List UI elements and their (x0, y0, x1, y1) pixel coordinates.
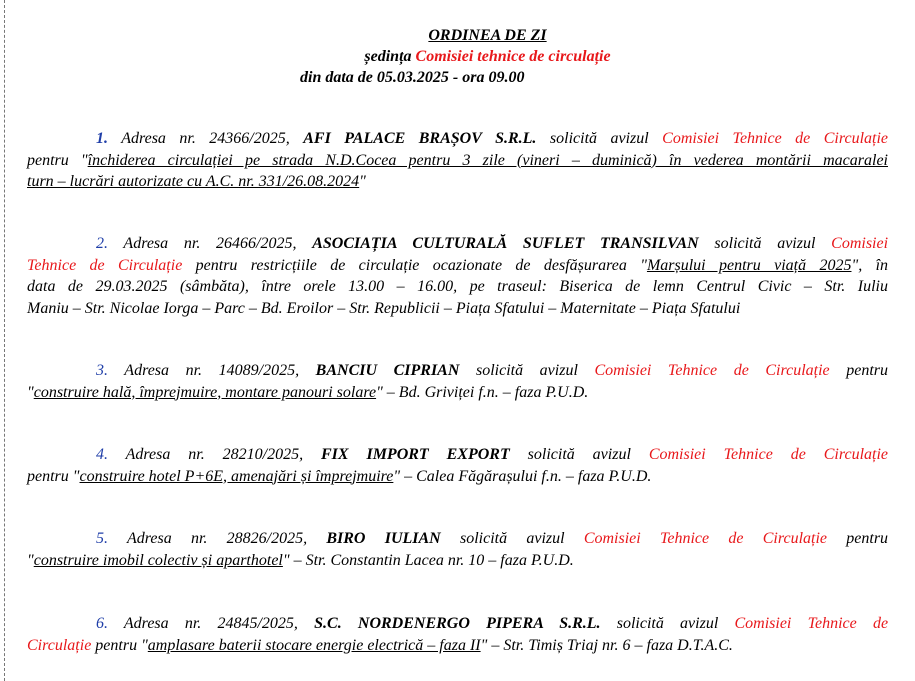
item-line (27, 528, 888, 550)
item-text: pentru (846, 530, 889, 547)
agenda-item-4 (27, 444, 888, 487)
item-line: data de 29.03.2025 (sâmbăta), între orele 13.00 – 16.00, pe traseul: Biserica de lemn Centrul Civic – Str. Iuliu (27, 278, 888, 295)
item-text: pentru " (27, 467, 80, 485)
item-line (27, 360, 888, 382)
page-title: ORDINEA DE ZI (428, 27, 547, 44)
item-address: Adresa nr. 24845/2025, (123, 615, 298, 632)
item-line (27, 550, 888, 572)
item-subject: construire hală, împrejmuire, montare panouri solare (33, 383, 377, 401)
item-entity: S.C. NORDENERGO PIPERA S.R.L. (314, 615, 601, 632)
agenda-item-1 (27, 128, 888, 193)
session-prefix: ședința (364, 48, 412, 65)
item-address: Adresa nr. 28826/2025, (126, 530, 308, 547)
item-line (27, 150, 888, 172)
agenda-item-2 (27, 233, 888, 319)
item-commission-cont: Circulație (27, 636, 92, 654)
item-entity: ASOCIAȚIA CULTURALĂ SUFLET TRANSILVAN (312, 235, 699, 252)
item-address: Adresa nr. 14089/2025, (124, 362, 300, 379)
item-address: Adresa nr. 26466/2025, (123, 235, 297, 252)
item-subject: construire hotel P+6E, amenajări și împrejmuire (79, 467, 394, 485)
margin-line (4, 0, 5, 681)
item-text: pentru " (91, 636, 148, 654)
item-number: 5. (96, 530, 108, 547)
item-line: Maniu – Str. Nicolae Iorga – Parc – Bd. Eroilor – Str. Republicii – Piața Sfatului – Maternitate – Piața Sfatului (27, 299, 741, 317)
item-line (27, 466, 888, 488)
item-text: pentru restricțiile de circulație ocazionate de desfășurarea " (182, 256, 647, 274)
date-line: din data de 05.03.2025 - ora 09.00 (300, 69, 525, 86)
item-subject-cont: turn – lucrări autorizate cu A.C. nr. 331/26.08.2024 (27, 173, 360, 190)
item-number: 2. (96, 235, 108, 252)
item-text: " – Calea Făgărașului f.n. – faza P.U.D. (393, 467, 652, 485)
item-line (27, 233, 888, 255)
item-line (27, 382, 888, 404)
session-name: Comisiei tehnice de circulație (415, 48, 611, 65)
item-request: solicită avizul (714, 235, 816, 252)
item-commission: Comisiei Tehnice de Circulație (662, 130, 889, 147)
item-request: solicită avizul (459, 530, 565, 547)
agenda-item-3 (27, 360, 888, 403)
item-entity: BIRO IULIAN (326, 530, 441, 547)
item-entity: BANCIU CIPRIAN (315, 362, 460, 379)
item-request: solicită avizul (527, 446, 631, 463)
item-text: pentru (846, 362, 889, 379)
item-number: 3. (96, 362, 108, 379)
item-text: pentru " (27, 151, 88, 169)
item-commission: Comisiei Tehnice de (734, 615, 889, 632)
item-text: ", în (851, 256, 889, 274)
session-line (0, 48, 915, 66)
item-subject: închiderea circulației pe strada N.D.Cocea pentru 3 zile (vineri – duminică) în vederea montării macaralei (87, 151, 888, 169)
item-entity: AFI PALACE BRAȘOV S.R.L. (303, 130, 537, 147)
item-commission: Comisiei Tehnice de Circulație (648, 446, 889, 463)
item-line (27, 255, 888, 277)
item-number: 4. (96, 446, 108, 463)
item-commission: Comisiei Tehnice de Circulație (594, 362, 830, 379)
item-commission: Comisiei (831, 235, 889, 252)
agenda-item-6 (27, 613, 888, 656)
item-line (27, 635, 888, 657)
item-subject: Marșului pentru viață 2025 (646, 256, 852, 274)
item-request: solicită avizul (549, 130, 649, 147)
item-number: 1. (96, 130, 108, 147)
item-commission-cont: Tehnice de Circulație (27, 256, 183, 274)
item-text: " – Bd. Griviței f.n. – faza P.U.D. (376, 383, 589, 401)
item-address: Adresa nr. 28210/2025, (125, 446, 304, 463)
item-entity: FIX IMPORT EXPORT (321, 446, 510, 463)
item-subject: construire imobil colectiv și aparthotel (33, 551, 283, 569)
item-line (27, 613, 888, 635)
item-line (27, 444, 888, 466)
agenda-item-5 (27, 528, 888, 571)
item-request: solicită avizul (616, 615, 719, 632)
item-text: " – Str. Timiș Triaj nr. 6 – faza D.T.A.C. (480, 636, 733, 654)
item-commission: Comisiei Tehnice de Circulație (583, 530, 828, 547)
item-text: " (27, 551, 34, 569)
item-text: " (27, 383, 34, 401)
item-text: " – Str. Constantin Lacea nr. 10 – faza P.U.D. (282, 551, 574, 569)
item-number: 6. (96, 615, 108, 632)
item-text: " (359, 173, 366, 190)
item-line (27, 171, 888, 193)
item-request: solicită avizul (475, 362, 578, 379)
item-address: Adresa nr. 24366/2025, (121, 130, 290, 147)
item-subject: amplasare baterii stocare energie electrică – faza II (147, 636, 481, 654)
item-line (27, 128, 888, 150)
